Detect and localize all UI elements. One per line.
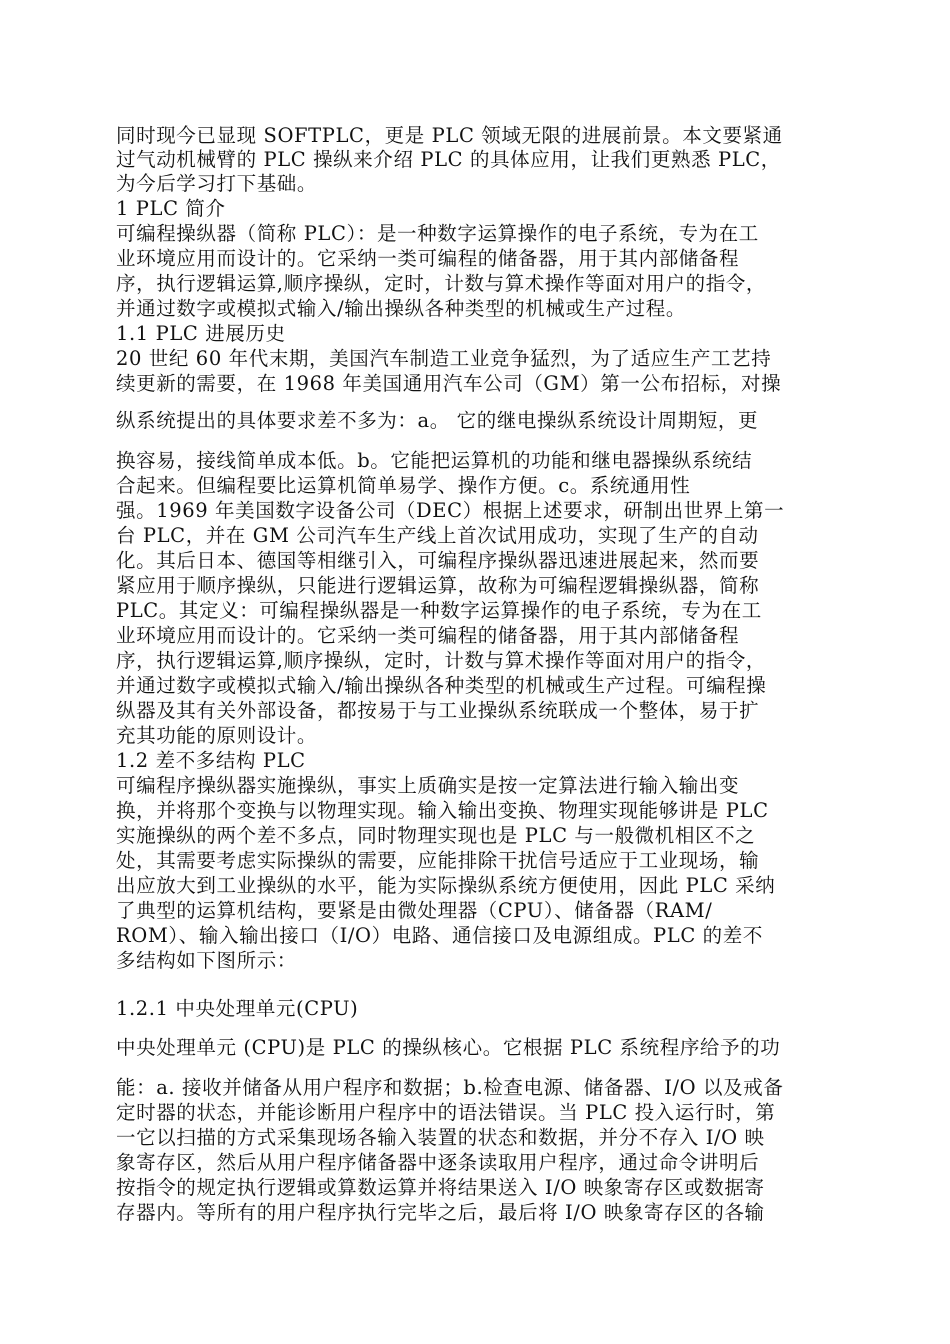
text-line: 并通过数字或模拟式输入/输出操纵各种类型的机械或生产过程。 — [116, 297, 686, 320]
text-line: 业环境应用而设计的。它采纳一类可编程的储备器，用于其内部储备程 — [116, 247, 740, 270]
section-heading: 1.2.1 中央处理单元(CPU) — [116, 997, 359, 1020]
text-line: 并通过数字或模拟式输入/输出操纵各种类型的机械或生产过程。可编程操 — [116, 674, 767, 697]
text-line: 能：a. 接收并储备从用户程序和数据；b.检查电源、储备器、I/O 以及戒备 — [116, 1076, 784, 1099]
text-line: 紧应用于顺序操纵，只能进行逻辑运算，故称为可编程逻辑操纵器，简称 — [116, 574, 760, 597]
text-line: 充其功能的原则设计。 — [116, 724, 318, 747]
text-line: 中央处理单元 (CPU)是 PLC 的操纵核心。它根据 PLC 系统程序给予的功 — [116, 1036, 781, 1059]
section-heading: 1.1 PLC 进展历史 — [116, 322, 286, 345]
text-line: 同时现今已显现 SOFTPLC，更是 PLC 领域无限的进展前景。本文要紧通 — [116, 124, 783, 147]
text-line: 象寄存区，然后从用户程序储备器中逐条读取用户程序，通过命令讲明后 — [116, 1151, 760, 1174]
text-line: 换，并将那个变换与以物理实现。输入输出变换、物理实现能够讲是 PLC — [116, 799, 769, 822]
section-heading: 1 PLC 简介 — [116, 197, 226, 220]
text-line: 序，执行逻辑运算,顺序操纵，定时，计数与算术操作等面对用户的指令， — [116, 272, 766, 295]
section-heading: 1.2 差不多结构 PLC — [116, 749, 306, 772]
text-line: 纵器及其有关外部设备，都按易于与工业操纵系统联成一个整体，易于扩 — [116, 699, 760, 722]
text-line: 实施操纵的两个差不多点，同时物理实现也是 PLC 与一般微机相区不之 — [116, 824, 756, 847]
text-line: 合起来。但编程要比运算机简单易学、操作方便。c。系统通用性 — [116, 474, 691, 497]
text-line: ROM）、输入输出接口（I/O）电路、通信接口及电源组成。PLC 的差不 — [116, 924, 763, 947]
text-line: 处，其需要考虑实际操纵的需要，应能排除干扰信号适应于工业现场，输 — [116, 849, 760, 872]
text-line: 业环境应用而设计的。它采纳一类可编程的储备器，用于其内部储备程 — [116, 624, 740, 647]
text-line: 出应放大到工业操纵的水平，能为实际操纵系统方便使用，因此 PLC 采纳 — [116, 874, 776, 897]
text-line: 台 PLC，并在 GM 公司汽车生产线上首次试用成功，实现了生产的自动 — [116, 524, 759, 547]
text-line: 可编程操纵器（简称 PLC）：是一种数字运算操作的电子系统，专为在工 — [116, 222, 759, 245]
text-line: 过气动机械臂的 PLC 操纵来介绍 PLC 的具体应用，让我们更熟悉 PLC， — [116, 148, 781, 171]
text-line: 续更新的需要，在 1968 年美国通用汽车公司（GM）第一公布招标，对操 — [116, 372, 782, 395]
text-line: 纵系统提出的具体要求差不多为：a。 它的继电操纵系统设计周期短，更 — [116, 409, 759, 432]
text-line: 按指令的规定执行逻辑或算数运算并将结果送入 I/O 映象寄存区或数据寄 — [116, 1176, 765, 1199]
text-line: 多结构如下图所示： — [116, 949, 297, 972]
text-line: 化。其后日本、德国等相继引入，可编程序操纵器迅速进展起来，然而要 — [116, 549, 760, 572]
text-line: 了典型的运算机结构，要紧是由微处理器（CPU）、储备器（RAM/ — [116, 899, 713, 922]
text-line: 一它以扫描的方式采集现场各输入装置的状态和数据，并分不存入 I/O 映 — [116, 1126, 765, 1149]
text-line: PLC。其定义：可编程操纵器是一种数字运算操作的电子系统，专为在工 — [116, 599, 762, 622]
text-line: 强。1969 年美国数字设备公司（DEC）根据上述要求，研制出世界上第一 — [116, 499, 785, 522]
text-line: 定时器的状态，并能诊断用户程序中的语法错误。当 PLC 投入运行时，第 — [116, 1101, 776, 1124]
text-line: 存器内。等所有的用户程序执行完毕之后，最后将 I/O 映象寄存区的各输 — [116, 1201, 765, 1224]
text-line: 换容易，接线简单成本低。b。它能把运算机的功能和继电器操纵系统结 — [116, 449, 753, 472]
text-line: 序，执行逻辑运算,顺序操纵，定时，计数与算术操作等面对用户的指令， — [116, 649, 766, 672]
text-line: 可编程序操纵器实施操纵，事实上质确实是按一定算法进行输入输出变 — [116, 774, 740, 797]
text-line: 为今后学习打下基础。 — [116, 172, 318, 195]
text-line: 20 世纪 60 年代末期，美国汽车制造工业竞争猛烈，为了适应生产工艺持 — [116, 347, 772, 370]
